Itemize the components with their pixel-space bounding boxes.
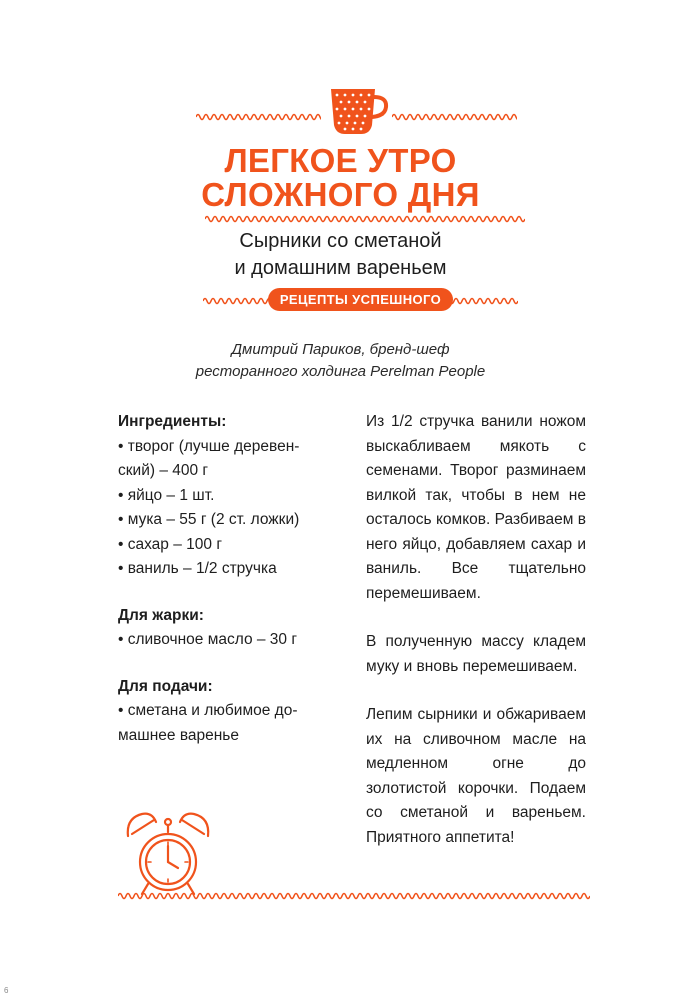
method-paragraph: Лепим сырники и обжариваем их на сливочном масле на медленном огне до золотистой корочки. Подаем со сметаной и вареньем. Приятного аппетита! <box>366 706 586 846</box>
method-column <box>366 410 586 874</box>
subtitle-line-2: и домашним вареньем <box>234 257 447 279</box>
frying-item: • сливочное масло – 30 г <box>118 631 298 648</box>
author-line-2: ресторанного холдинга Perelman People <box>195 363 486 380</box>
wavy-divider-middle <box>205 212 525 226</box>
serving-item: машнее варенье <box>118 726 239 744</box>
wave-line <box>205 217 525 222</box>
serving-item: • сметана и любимое до- <box>118 702 298 719</box>
wavy-divider-top-right <box>392 110 517 124</box>
cup-icon <box>325 87 391 137</box>
wave-line <box>392 115 517 120</box>
ingredients-column <box>118 410 338 748</box>
ingredient-item: ский) – 400 г <box>118 462 209 479</box>
page-number: 6 <box>4 986 9 995</box>
page-title <box>0 144 681 212</box>
alarm-clock-icon <box>118 806 218 902</box>
wavy-divider-label-right <box>446 294 518 308</box>
author-credit <box>0 339 681 383</box>
title-line-1: ЛЕГКОЕ УТРО <box>224 142 457 179</box>
method-paragraph: Из 1/2 стручка ванили ножом выскабливаем мякоть с семенами. Творог разминаем вилкой так, чтобы в нем не осталось комков. Разбиваем в него яйцо, добавляем сахар и ваниль. Все тщательно перемешиваем. <box>366 413 586 602</box>
ingredient-item: • мука – 55 г (2 ст. ложки) <box>118 511 300 528</box>
method-paragraph: В полученную массу кладем муку и вновь перемешиваем. <box>366 633 586 675</box>
title-line-2: СЛОЖНОГО ДНЯ <box>201 176 480 213</box>
wavy-divider-top-left <box>196 110 321 124</box>
wave-line <box>118 894 590 899</box>
ingredients-heading: Ингредиенты: <box>118 413 227 430</box>
ingredient-item: • ваниль – 1/2 стручка <box>118 560 277 577</box>
wave-line <box>446 299 518 304</box>
serving-heading: Для подачи: <box>118 677 213 695</box>
frying-heading: Для жарки: <box>118 606 204 624</box>
wavy-divider-label-left <box>203 294 275 308</box>
author-line-1: Дмитрий Париков, бренд-шеф <box>231 341 450 358</box>
wave-line <box>196 115 321 120</box>
ingredient-item: • сахар – 100 г <box>118 535 222 553</box>
recipe-subtitle <box>0 228 681 282</box>
subtitle-line-1: Сырники со сметаной <box>239 230 442 252</box>
wavy-divider-bottom <box>118 889 590 903</box>
wave-line <box>203 299 275 304</box>
rubric-badge: РЕЦЕПТЫ УСПЕШНОГО <box>268 288 453 311</box>
ingredient-item: • яйцо – 1 шт. <box>118 486 215 504</box>
ingredient-item: • творог (лучше деревен- <box>118 437 300 455</box>
